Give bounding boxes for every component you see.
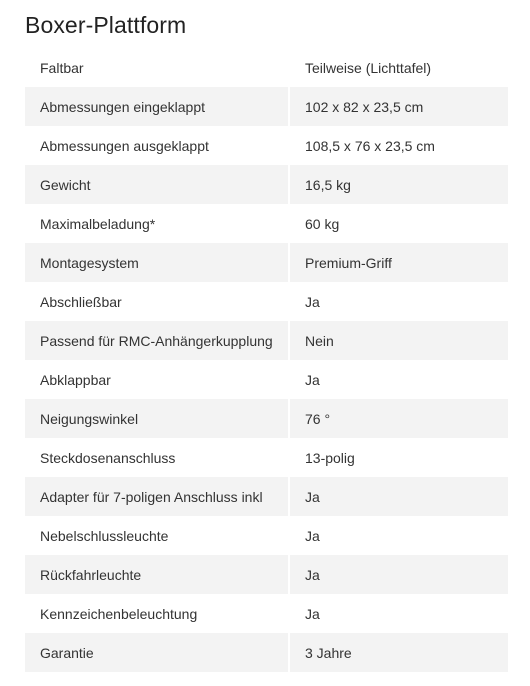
spec-value: Ja [290, 477, 508, 516]
spec-value: 60 kg [290, 204, 508, 243]
spec-value: Premium-Griff [290, 243, 508, 282]
table-row [25, 594, 508, 633]
table-row [25, 282, 508, 321]
table-row [25, 321, 508, 360]
spec-label: Faltbar [25, 48, 290, 87]
table-row [25, 360, 508, 399]
spec-value: 108,5 x 76 x 23,5 cm [290, 126, 508, 165]
spec-label: Neigungswinkel [25, 399, 290, 438]
table-row [25, 126, 508, 165]
spec-label: Garantie [25, 633, 290, 672]
spec-label: Adapter für 7-poligen Anschluss inkl [25, 477, 290, 516]
table-row [25, 87, 508, 126]
spec-value: 3 Jahre [290, 633, 508, 672]
spec-value: 13-polig [290, 438, 508, 477]
page-title: Boxer-Plattform [25, 12, 187, 38]
table-row [25, 48, 508, 87]
table-row [25, 555, 508, 594]
spec-label: Steckdosenanschluss [25, 438, 290, 477]
spec-value: Ja [290, 282, 508, 321]
table-row [25, 477, 508, 516]
spec-value: Ja [290, 555, 508, 594]
table-row [25, 399, 508, 438]
spec-label: Abschließbar [25, 282, 290, 321]
spec-label: Maximalbeladung* [25, 204, 290, 243]
spec-label: Gewicht [25, 165, 290, 204]
spec-value: 102 x 82 x 23,5 cm [290, 87, 508, 126]
table-row [25, 633, 508, 672]
spec-value: Ja [290, 594, 508, 633]
spec-value: 16,5 kg [290, 165, 508, 204]
spec-value: Nein [290, 321, 508, 360]
spec-label: Abmessungen eingeklappt [25, 87, 290, 126]
spec-value: Teilweise (Lichttafel) [290, 48, 508, 87]
spec-value: Ja [290, 360, 508, 399]
spec-label: Rückfahrleuchte [25, 555, 290, 594]
spec-label: Passend für RMC-Anhängerkupplung [25, 321, 290, 360]
spec-label: Montagesystem [25, 243, 290, 282]
table-row [25, 516, 508, 555]
spec-label: Nebelschlussleuchte [25, 516, 290, 555]
spec-label: Kennzeichenbeleuchtung [25, 594, 290, 633]
spec-value: Ja [290, 516, 508, 555]
table-row [25, 438, 508, 477]
spec-table [25, 48, 508, 672]
table-row [25, 204, 508, 243]
spec-label: Abmessungen ausgeklappt [25, 126, 290, 165]
table-row [25, 243, 508, 282]
spec-value: 76 ° [290, 399, 508, 438]
table-row [25, 165, 508, 204]
spec-label: Abklappbar [25, 360, 290, 399]
